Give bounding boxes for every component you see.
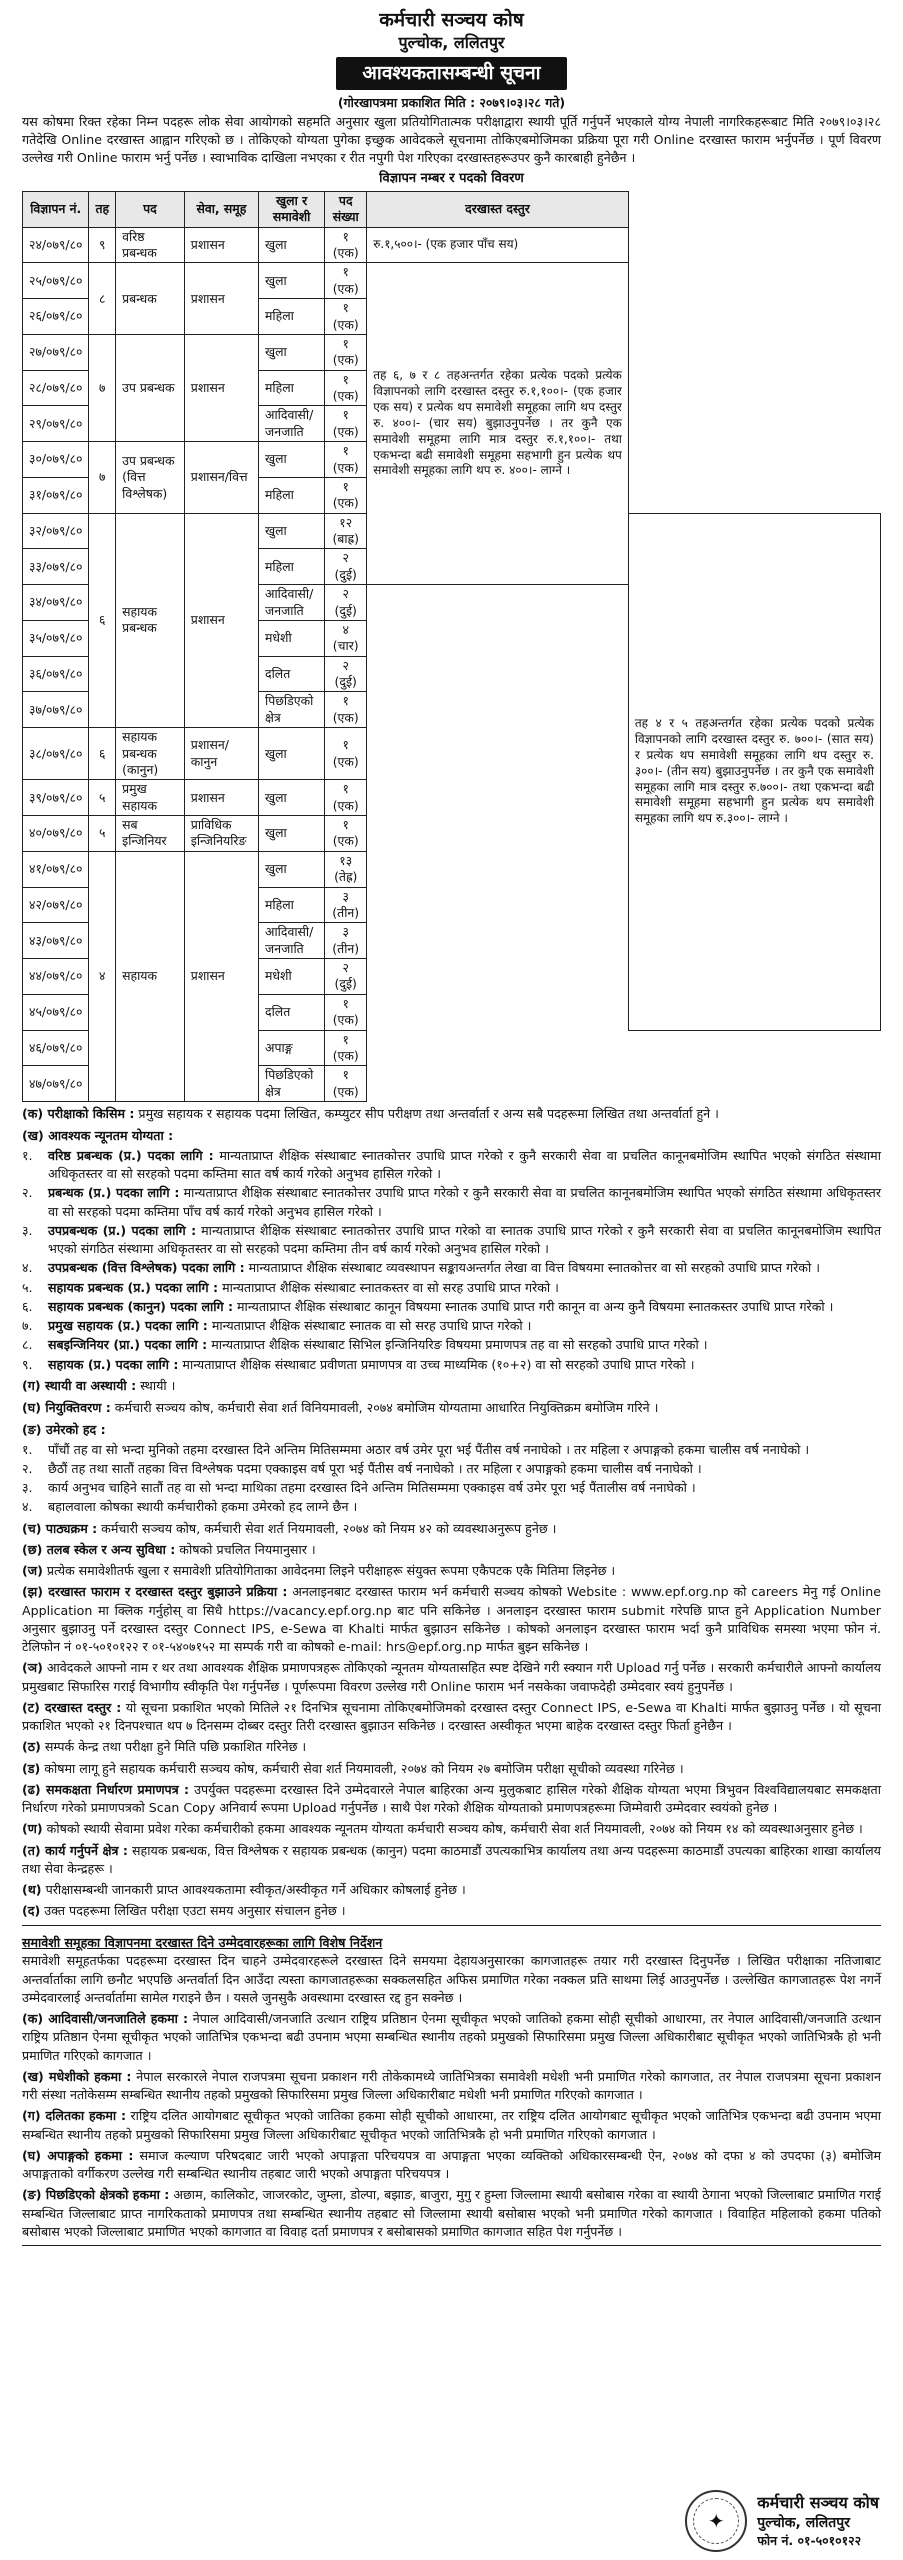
exam-type-label: (क) परीक्षाको किसिम :: [22, 1106, 135, 1122]
publication-date: (गोरखापत्रमा प्रकाशित मिति : २०७९।०३।२८ गते): [337, 94, 566, 110]
instruction-label: (ग) दलितका हकमा :: [22, 2108, 127, 2124]
signature-block: [685, 2490, 879, 2552]
instruction-item: [22, 2068, 881, 2105]
quota-cell: अपाङ्ग: [259, 1030, 325, 1066]
item-number: ८.: [22, 1337, 33, 1353]
notice-clause: [22, 1520, 881, 1538]
advertisement-number: ४७/०७९/८०: [23, 1066, 89, 1102]
post-cell: उप प्रबन्धक: [116, 334, 185, 441]
item-text: [48, 1184, 881, 1221]
post-count-cell: १ (एक): [325, 1030, 367, 1066]
clause-text: कोषको स्थायी सेवामा प्रवेश गरेका कर्मचारीको हकमा आवश्यक न्यूनतम योग्यता कर्मचारी सञ्चय कोष, कर्मचारी सेवा शर्त नियमावली, २०७४ को नियम १४ को व्यवस्थाअनुसार हुनेछ ।: [46, 1821, 863, 1837]
clause-label: (ड): [22, 1760, 41, 1776]
clause-text: प्रत्येक समावेशीतर्फ खुला र समावेशी प्रतियोगिताका आवेदनमा लिइने परीक्षाहरू संयुक्त रूपमा एकैपटक एकै मितिमा लिइनेछ ।: [46, 1563, 616, 1579]
service-cell: प्रशासन/वित्त: [184, 442, 258, 514]
post-count-cell: १ (एक): [325, 263, 367, 299]
instruction-text: समाज कल्याण परिषदबाट जारी भएको अपाङ्गता परिचयपत्र वा अपाङ्गता भएका व्यक्तिको अधिकारसम्बन्धी ऐन, २०७४ को दफा ४ को उपदफा (३) बमोजिम अपाङ्गताको वर्गीकरण उल्लेख गरी सम्बन्धित स्थानीय तहबाट जारी भएको अपाङ्गता परिचयपत्र ।: [22, 2147, 881, 2182]
item-text: [48, 1279, 881, 1297]
item-text: [48, 1259, 881, 1277]
level-cell: ५: [89, 816, 116, 852]
post-cell: प्रबन्धक: [116, 263, 185, 335]
clause-label: (ण): [22, 1821, 43, 1837]
organization-name: कर्मचारी सञ्चय कोष: [379, 9, 524, 31]
advertisement-number: २५/०७९/८०: [23, 263, 89, 299]
item-number: १.: [22, 1147, 33, 1163]
level-cell: ६: [89, 513, 116, 728]
appointment-text: कर्मचारी सञ्चय कोष, कर्मचारी सेवा शर्त विनियमावली, २०७४ बमोजिम योग्यतामा आधारित नियुक्तिक्रम बमोजिम गरिने ।: [114, 1399, 659, 1415]
instruction-label: (घ) अपाङ्गको हकमा :: [22, 2147, 134, 2163]
notice-clause: [22, 1842, 881, 1879]
qualification-label: (ख) आवश्यक न्यूनतम योग्यता :: [22, 1128, 174, 1143]
special-instruction-section: [22, 1925, 881, 2247]
item-body: मान्यताप्राप्त शैक्षिक संस्थाबाट स्नातकोत्तर उपाधि प्राप्त गरेको र कुनै सरकारी सेवा वा प्रचलित कानूनबमोजिम स्थापित भएको संगठित संस्थामा अधिकृतस्तर वा सो सरहको पदमा कम्तिमा सात वर्ष कार्य गरेको अनुभव हासिल गरेको ।: [48, 1147, 881, 1182]
level-cell: ९: [89, 227, 116, 263]
age-limit-label: (ङ) उमेरको हद :: [22, 1421, 106, 1437]
post-count-cell: १ (एक): [325, 334, 367, 370]
footer-phone: फोन नं. ०१-५०१०१२२: [757, 2532, 862, 2548]
table-header-row: [23, 191, 881, 227]
advertisement-number: ३५/०७९/८०: [23, 620, 89, 656]
organization-address: पुल्चोक, ललितपुर: [398, 32, 505, 52]
advertisement-number: ४२/०७९/८०: [23, 887, 89, 923]
post-count-cell: १ (एक): [325, 477, 367, 513]
advertisement-number: २७/०७९/८०: [23, 334, 89, 370]
item-text: [48, 1498, 881, 1516]
service-cell: प्रशासन: [184, 263, 258, 335]
service-cell: प्रशासन/कानुन: [184, 728, 258, 780]
clause-label: (ट) दरखास्त दस्तुर :: [22, 1699, 122, 1715]
item-body: मान्यताप्राप्त शैक्षिक संस्थाबाट स्नातकस्तर वा सो सरह उपाधि प्राप्त गरेको ।: [222, 1279, 559, 1295]
column-header: विज्ञापन नं.: [23, 191, 89, 227]
post-count-cell: १ (एक): [325, 406, 367, 442]
post-count-cell: ४ (चार): [325, 620, 367, 656]
notice-clause: [22, 1541, 881, 1559]
instruction-label: (क) आदिवासी/जनजातिले हकमा :: [22, 2011, 189, 2027]
quota-cell: खुला: [259, 728, 325, 780]
fee-cell: तह ४ र ५ तहअन्तर्गत रहेका प्रत्येक पदको प्रत्येक विज्ञापनको लागि दरखास्त दस्तुर रु. ७००।- (सात सय) र प्रत्येक थप समावेशी समूहका लागि थप दस्तुर रु. ३००।- (तीन सय) बुझाउनुपर्नेछ । तर कुनै एक समावेशी समूहका लागि मात्र दस्तुर रु.७००।- तथा एकभन्दा बढी समावेशी समूहमा सहभागी हुन प्रत्येक थप समावेशी समूहका लागि थप रु.३००।- लाग्ने ।: [628, 513, 880, 1030]
special-instruction-title: समावेशी समूहका विज्ञापनमा दरखास्त दिने उम्मेदवारहरूका लागि विशेष निर्देशन: [22, 1934, 383, 1950]
advertisement-number: ३२/०७९/८०: [23, 513, 89, 549]
quota-cell: पिछडिएको क्षेत्र: [259, 1066, 325, 1102]
permanency-text: स्थायी ।: [140, 1377, 176, 1393]
post-count-cell: १ (एक): [325, 442, 367, 478]
item-number: ३.: [22, 1480, 33, 1496]
item-number: २.: [22, 1460, 33, 1476]
quota-cell: मधेशी: [259, 620, 325, 656]
column-header: पद: [116, 191, 185, 227]
item-number: ९.: [22, 1356, 33, 1372]
advertisement-number: ३९/०७९/८०: [23, 780, 89, 816]
clause-text: सम्पर्क केन्द्र तथा परीक्षा हुने मिति पछि प्रकाशित गरिनेछ ।: [44, 1739, 307, 1755]
exam-type-section: [22, 1105, 881, 1124]
list-item: [22, 1336, 881, 1354]
item-text: [48, 1460, 881, 1478]
list-item: [22, 1479, 881, 1497]
item-body: मान्यताप्राप्त शैक्षिक संस्थाबाट व्यवस्थापन सङ्कायअन्तर्गत लेखा वा वित्त विषयमा स्नातकोत्तर वा सो सरहको उपाधि प्राप्त गरेको ।: [248, 1260, 821, 1276]
quota-cell: खुला: [259, 851, 325, 887]
appointment-label: (घ) नियुक्तिवरण :: [22, 1399, 111, 1415]
quota-cell: आदिवासी/जनजाति: [259, 406, 325, 442]
clause-text: उपर्युक्त पदहरूमा दरखास्त दिने उम्मेदवारले नेपाल बाहिरका अन्य मुलुकबाट हासिल गरेको शैक्षिक योग्यता भएमा त्रिभुवन विश्वविद्यालयबाट समकक्षता निर्धारण गरेको प्रमाणपत्रको Scan Copy अनिवार्य रूपमा Upload गर्नुपर्नेछ । साथै पेश गरेको शैक्षिक योग्यताको प्रमाणपत्रहरूमा जिम्मेवारी उम्मेदवार स्वयंको हुनेछ ।: [22, 1781, 881, 1816]
advertisement-number: ३४/०७९/८०: [23, 585, 89, 621]
item-text: [48, 1317, 881, 1335]
list-item: [22, 1498, 881, 1516]
item-number: ४.: [22, 1260, 33, 1276]
post-cell: सब इन्जिनियर: [116, 816, 185, 852]
clause-label: (झ) दरखास्त फाराम र दरखास्त दस्तुर बुझाउने प्रक्रिया :: [22, 1584, 288, 1600]
permanency-section: [22, 1377, 881, 1396]
item-body: मान्यताप्राप्त शैक्षिक संस्थाबाट स्नातकोत्तर उपाधि प्राप्त गरेको वा स्नातक उपाधि प्राप्त गरेको र कुनै सरकारी सेवा वा प्रचलित कानूनबमोजिम स्थापित भएको संगठित संस्थामा अधिकृतस्तर वा सो सरहको पदमा कम्तिमा तीन वर्ष कार्य गरेको अनुभव हासिल गरेको ।: [48, 1222, 881, 1257]
service-cell: प्रशासन: [184, 851, 258, 1101]
post-cell: वरिष्ठ प्रबन्धक: [116, 227, 185, 263]
item-heading: वरिष्ठ प्रबन्धक (प्र.) पदका लागि :: [48, 1147, 214, 1163]
item-number: ६.: [22, 1298, 33, 1314]
quota-cell: महिला: [259, 477, 325, 513]
quota-cell: खुला: [259, 334, 325, 370]
post-count-cell: १ (एक): [325, 692, 367, 728]
notice-clause: [22, 1699, 881, 1736]
quota-cell: खुला: [259, 227, 325, 263]
item-heading: प्रमुख सहायक (प्र.) पदका लागि :: [48, 1318, 208, 1334]
item-number: ५.: [22, 1279, 33, 1295]
appointment-section: [22, 1399, 881, 1418]
list-item: [22, 1441, 881, 1459]
post-count-cell: १ (एक): [325, 816, 367, 852]
service-cell: प्रशासन: [184, 513, 258, 728]
post-count-cell: १३ (तेह्र): [325, 851, 367, 887]
notice-header: [22, 8, 881, 113]
list-item: [22, 1298, 881, 1316]
post-cell: प्रमुख सहायक: [116, 780, 185, 816]
footer-org: कर्मचारी सञ्चय कोष: [757, 2493, 879, 2513]
clause-label: (थ): [22, 1882, 42, 1898]
notice-clause: [22, 1760, 881, 1778]
special-instruction-intro: समावेशी समूहतर्फका पदहरूमा दरखास्त दिन चाहने उम्मेदवारहरूले दरखास्त दिने समयमा देहायअनुसारका कागजातहरू तयार गरी दरखास्त दिनुपर्नेछ । लिखित परीक्षाका नतिजाबाट अन्तर्वार्ताका लागि छनौट भएपछि अन्तर्वार्ता दिन आउँदा त्यस्ता कागजातहरूका सक्कलसहित अफिस प्रमाणित गरेका नक्कल प्रति साथमा लिई आउनुपर्नेछ । उल्लेखित कागजातहरू पेश नगर्ने उम्मेदवारलाई अन्तर्वार्तामा सामेल गराइने छैन । यसले जुनसुकै अवस्थामा दरखास्त रद्द हुन सक्नेछ ।: [22, 1953, 882, 2005]
notice-clause: [22, 1562, 881, 1580]
clause-text: परीक्षासम्बन्धी जानकारी प्राप्त आवश्यकतामा स्वीकृत/अस्वीकृत गर्ने अधिकार कोषलाई हुनेछ ।: [45, 1882, 466, 1898]
list-item: [22, 1356, 881, 1374]
column-header: पद संख्या: [325, 191, 367, 227]
post-count-cell: ३ (तीन): [325, 923, 367, 959]
service-cell: प्रशासन: [184, 780, 258, 816]
clause-text: यो सूचना प्रकाशित भएको मितिले २१ दिनभित्र सूचनामा तोकिएबमोजिमको दरखास्त दस्तुर Connect IPS, e-Sewa वा Khalti मार्फत बुझाउनु पर्नेछ । यो सूचना प्रकाशित भएको २१ दिनपश्चात थप ७ दिनसम्म दोब्बर दस्तुर तिरी दरखास्त बुझाउन सकिनेछ । दरखास्त अस्वीकृत भएमा बाहेक दरखास्त दस्तुर फिर्ता हुनेछैन ।: [22, 1699, 881, 1734]
advertisement-number: ४५/०७९/८०: [23, 994, 89, 1030]
table-title: विज्ञापन नम्बर र पदको विवरण: [379, 171, 524, 187]
notice-title: आवश्यकतासम्बन्धी सूचना: [336, 57, 566, 90]
advertisement-number: ३८/०७९/८०: [23, 728, 89, 780]
post-count-cell: १ (एक): [325, 299, 367, 335]
quota-cell: पिछडिएको क्षेत्र: [259, 692, 325, 728]
item-number: ४.: [22, 1499, 33, 1515]
item-text: [48, 1356, 881, 1374]
notice-clause: [22, 1902, 881, 1920]
advertisement-number: ४०/०७९/८०: [23, 816, 89, 852]
level-cell: ८: [89, 263, 116, 335]
instruction-label: (ख) मधेशीको हकमा :: [22, 2068, 132, 2084]
post-count-cell: १ (एक): [325, 227, 367, 263]
post-count-cell: ३ (तीन): [325, 887, 367, 923]
item-text: [48, 1298, 881, 1316]
advertisement-number: ३३/०७९/८०: [23, 549, 89, 585]
instruction-item: [22, 2186, 881, 2241]
notice-clause: [22, 1820, 881, 1838]
instruction-text: नेपाल आदिवासी/जनजाति उत्थान राष्ट्रिय प्रतिष्ठान ऐनमा सूचीकृत भएको जातिको हकमा सोही सूचीको आधारमा, तर नेपाल आदिवासी/जनजाति उत्थान राष्ट्रिय प्रतिष्ठान ऐनमा सूचीकृत भएको जातिभित्र एकभन्दा बढी उपनाम भएमा सम्बन्धित स्थानीय तहको प्रमुखको सिफारिसमा प्रमुख जिल्ला अधिकारीबाट सूचीकृत भएको जातिभित्रकै हो भनी प्रमाणित गरिएको कागजात ।: [22, 2011, 881, 2063]
quota-cell: महिला: [259, 299, 325, 335]
list-item: [22, 1184, 881, 1221]
item-heading: उपप्रबन्धक (प्र.) पदका लागि :: [48, 1222, 197, 1238]
list-item: [22, 1147, 881, 1184]
item-text: [48, 1147, 881, 1184]
post-count-cell: २ (दुई): [325, 549, 367, 585]
quota-cell: दलित: [259, 994, 325, 1030]
item-heading: सबइन्जिनियर (प्रा.) पदका लागि :: [48, 1337, 208, 1353]
item-text: [48, 1336, 881, 1354]
advertisement-number: २४/०७९/८०: [23, 227, 89, 263]
quota-cell: दलित: [259, 656, 325, 692]
advertisement-number: ३०/०७९/८०: [23, 442, 89, 478]
quota-cell: मधेशी: [259, 959, 325, 995]
service-cell: प्रशासन: [184, 227, 258, 263]
clause-label: (ठ): [22, 1739, 41, 1755]
advertisement-number: ३१/०७९/८०: [23, 477, 89, 513]
post-count-cell: १ (एक): [325, 1066, 367, 1102]
item-heading: सहायक प्रबन्धक (प्र.) पदका लागि :: [48, 1279, 219, 1295]
quota-cell: महिला: [259, 370, 325, 406]
advertisement-number: २६/०७९/८०: [23, 299, 89, 335]
advertisement-number: ४४/०७९/८०: [23, 959, 89, 995]
quota-cell: खुला: [259, 780, 325, 816]
office-seal-icon: ✦: [685, 2490, 747, 2552]
advertisement-number: ४३/०७९/८०: [23, 923, 89, 959]
advertisement-number: ३६/०७९/८०: [23, 656, 89, 692]
instruction-text: अछाम, कालिकोट, जाजरकोट, जुम्ला, डोल्पा, बझाङ, बाजुरा, मुगु र हुम्ला जिल्लामा स्थायी बसोबास गरेका वा स्थायी ठेगाना भएको जिल्लाबाट प्रमाणित गराई सम्बन्धित जिल्लाबाट प्राप्त नागरिकताको प्रमाणपत्र तथा सम्बन्धित स्थानीय तहबाट सो जिल्लामा स्थायी बसोबास भएको भनी प्रमाणित गरेको कागजात । विवाहित महिलाको हकमा पतिको बसोबास भएको जिल्लाबाट प्रमाणित भएको कागजात वा विवाह दर्ता प्रमाणपत्र र बसोबासको प्रमाणित कागजात सहित पेश गर्नुपर्नेछ ।: [22, 2187, 881, 2239]
level-cell: ४: [89, 851, 116, 1101]
intro-paragraph: यस कोषमा रिक्त रहेका निम्न पदहरू लोक सेवा आयोगको सहमति अनुसार खुला प्रतियोगितात्मक परीक्षाद्वारा स्थायी पूर्ति गर्नुपर्ने भएकाले योग्य नेपाली नागरिकहरूबाट मिति २०७९।०३।२८ गतेदेखि Online दरखास्त आह्वान गरिएको छ । तोकिएको योग्यता पुगेका इच्छुक आवेदकले सूचनामा तोकिएबमोजिमका प्रक्रिया पूरा गरी Online दरखास्त फाराम भर्नुपर्नेछ । पूर्ण विवरण उल्लेख गरी Online फाराम भर्नु पर्नेछ । स्वाभाविक दाखिला नभएका र रीत नपुगी पेश गरिएका दरखास्तहरूउपर कुनै कारबाही हुनेछैन ।: [22, 113, 881, 166]
notice-clause: [22, 1659, 881, 1696]
age-limit-section: [22, 1421, 881, 1517]
item-heading: उपप्रबन्धक (वित्त विश्लेषक) पदका लागि :: [48, 1260, 245, 1276]
clause-text: उक्त पदहरूमा लिखित परीक्षा एउटा समय अनुसार संचालन हुनेछ ।: [44, 1903, 346, 1919]
clause-text: आवेदकले आफ्नो नाम र थर तथा आवश्यक शैक्षिक प्रमाणपत्रहरू तोकिएको न्यूनतम योग्यतासहित स्पष्ट देखिने गरी स्क्यान गरी Upload गर्नु पर्नेछ । सरकारी कर्मचारीले आफ्नो कार्यालय प्रमुखबाट सिफारिस गराई विभागीय स्वीकृति पेश गर्नुपर्नेछ । पूर्णरूपमा विवरण उल्लेख गरी Online फाराम भर्न नसकेका जवाफदेही उम्मेदवार स्वयं हुनुपर्नेछ ।: [22, 1660, 881, 1694]
item-body: बहालवाला कोषका स्थायी कर्मचारीको हकमा उमेरको हद लाग्ने छैन ।: [48, 1499, 358, 1515]
item-body: मान्यताप्राप्त शैक्षिक संस्थाबाट कानून विषयमा स्नातक उपाधि प्राप्त गरी कानून वा अन्य कुनै विषयमा स्नातकस्तर उपाधि प्राप्त गरेको ।: [237, 1298, 834, 1314]
notice-clauses: [22, 1520, 881, 1921]
post-count-cell: १ (एक): [325, 370, 367, 406]
post-cell: सहायक: [116, 851, 185, 1101]
column-header: खुला र समावेशी: [259, 191, 325, 227]
post-count-cell: १ (एक): [325, 994, 367, 1030]
quota-cell: खुला: [259, 263, 325, 299]
instruction-item: [22, 2107, 881, 2144]
notice-clause: [22, 1881, 881, 1899]
advertisement-number: ३७/०७९/८०: [23, 692, 89, 728]
post-cell: सहायक प्रबन्धक: [116, 513, 185, 728]
footer-address: पुल्चोक, ललितपुर: [757, 2514, 850, 2531]
notice-clause: [22, 1738, 881, 1756]
item-heading: सहायक (प्र.) पदका लागि :: [48, 1356, 179, 1372]
advertisement-number: ४६/०७९/८०: [23, 1030, 89, 1066]
item-body: कार्य अनुभव चाहिने सातौं तह वा सो भन्दा माथिका तहमा दरखास्त दिने अन्तिम मितिसम्ममा एक्काइस वर्ष उमेर पूरा भई पैंतालीस वर्ष ननाघेको ।: [48, 1480, 696, 1496]
instruction-text: नेपाल सरकारले नेपाल राजपत्रमा सूचना प्रकाशन गरी तोकेकामध्ये जातिभित्रका समावेशी मधेशी भनी प्रमाणित गरेको कागजात, तर नेपाल राजपत्रमा सूचना प्रकाशन गरी संस्था नतोकेसम्म सम्बन्धित स्थानीय तहको प्रमुखको सिफारिसमा प्रमुख जिल्ला अधिकारीबाट मधेशी भनी प्रमाणित गरिएको कागजात ।: [22, 2068, 881, 2103]
clause-label: (छ) तलब स्केल र अन्य सुविधा :: [22, 1541, 176, 1557]
clause-text: अनलाइनबाट दरखास्त फाराम भर्न कर्मचारी सञ्चय कोषको Website : www.epf.org.np को careers मेनु गई Online Application मा क्लिक गर्नुहोस् वा सिधै https://vacancy.epf.org.np बाट पनि सकिनेछ । अनलाइन दरखास्त फाराम submit गरेपछि प्राप्त हुने Application Number अनुसार बुझाउनु पर्ने दरखास्त दस्तुर Connect IPS, e-Sewa वा Khalti मार्फत बुझाउन सकिनेछ । कोषको अनलाइन दरखास्त फाराम भर्दा कुनै प्राविधिक समस्या भएमा फोन नं. टेलिफोन नं ०१-५०१०१२२ र ०१-५४०७१५२ मा सम्पर्क गरी वा कोषको e-mail: hrs@epf.org.np मार्फत बुझ्न सकिनेछ ।: [22, 1584, 881, 1655]
clause-text: सहायक प्रबन्धक, वित्त विश्लेषक र सहायक प्रबन्धक (कानुन) पदमा काठमाडौं उपत्यकाभित्र कार्यालय तथा अन्य पदहरूमा काठमाडौं उपत्यका बाहिरका शाखा कार्यालय तथा सेवा केन्द्रहरू ।: [22, 1842, 881, 1876]
table-row: [23, 227, 881, 263]
level-cell: ७: [89, 334, 116, 441]
quota-cell: खुला: [259, 442, 325, 478]
item-number: ७.: [22, 1318, 33, 1334]
post-count-cell: २ (दुई): [325, 959, 367, 995]
quota-cell: आदिवासी/जनजाति: [259, 923, 325, 959]
post-count-cell: १ (एक): [325, 780, 367, 816]
item-number: १.: [22, 1441, 33, 1457]
clause-label: (ज): [22, 1563, 43, 1579]
item-body: मान्यताप्राप्त शैक्षिक संस्थाबाट सिभिल इन्जिनियरिङ विषयमा प्रमाणपत्र तह वा सो सरहको उपाधि प्राप्त गरेको ।: [211, 1337, 708, 1353]
clause-label: (च) पाठ्यक्रम :: [22, 1520, 98, 1536]
instruction-label: (ङ) पिछडिएको क्षेत्रको हकमा :: [22, 2187, 170, 2203]
clause-text: कर्मचारी सञ्चय कोष, कर्मचारी सेवा शर्त नियमावली, २०७४ को नियम ४२ को व्यवस्थाअनुरूप हुनेछ ।: [101, 1520, 557, 1536]
clause-label: (त) कार्य गर्नुपर्ने क्षेत्र :: [22, 1842, 128, 1858]
level-cell: ५: [89, 780, 116, 816]
clause-label: (ञ): [22, 1660, 43, 1676]
post-cell: उप प्रबन्धक (वित्त विश्लेषक): [116, 442, 185, 514]
item-heading: प्रबन्धक (प्र.) पदका लागि :: [48, 1185, 180, 1201]
item-body: छैठौं तह तथा सातौं तहका वित्त विश्लेषक पदमा एक्काइस वर्ष पूरा भई पैंतीस वर्ष ननाघेको । तर महिला र अपाङ्गको हकमा चालीस वर्ष ननाघेको ।: [48, 1460, 702, 1476]
notice-clause: [22, 1583, 881, 1656]
quota-cell: खुला: [259, 513, 325, 549]
post-count-cell: २ (दुई): [325, 656, 367, 692]
item-text: [48, 1222, 881, 1259]
quota-cell: महिला: [259, 887, 325, 923]
fee-cell: तह ६, ७ र ८ तहअन्तर्गत रहेका प्रत्येक पदको प्रत्येक विज्ञापनको लागि दरखास्त दस्तुर रु.१,१००।- (एक हजार एक सय) र प्रत्येक थप समावेशी समूहका लागि थप दस्तुर रु. ४००।- (चार सय) बुझाउनुपर्नेछ । तर कुनै एक समावेशी समूहमा लागि मात्र दस्तुर रु.१,१००।- तथा एकभन्दा बढी समावेशी समूहमा सहभागी हुन प्रत्येक थप समावेशी समूहका लागि थप रु. ४००।- लाग्ने ।: [367, 263, 629, 585]
quota-cell: खुला: [259, 816, 325, 852]
list-item: [22, 1222, 881, 1259]
item-body: मान्यताप्राप्त शैक्षिक संस्थाबाट स्नातक वा सो सरह उपाधि प्राप्त गरेको ।: [211, 1318, 532, 1334]
list-item: [22, 1279, 881, 1297]
clause-label: (ढ) समकक्षता निर्धारण प्रमाणपत्र :: [22, 1781, 190, 1797]
fee-cell: रु.१,५००।- (एक हजार पाँच सय): [367, 227, 629, 263]
advertisement-number: ४१/०७९/८०: [23, 851, 89, 887]
notice-clause: [22, 1781, 881, 1818]
clause-label: (द): [22, 1903, 41, 1919]
list-item: [22, 1460, 881, 1478]
post-count-cell: २ (दुई): [325, 585, 367, 621]
advertisement-number: २९/०७९/८०: [23, 406, 89, 442]
post-count-cell: १ (एक): [325, 728, 367, 780]
item-text: [48, 1479, 881, 1497]
clause-text: कोषमा लागू हुने सहायक कर्मचारी सञ्चय कोष, कर्मचारी सेवा शर्त नियमावली, २०७४ को नियम २७ बमोजिम परीक्षा सूचीको व्यवस्था गरिनेछ ।: [44, 1760, 684, 1776]
qualification-section: [22, 1127, 881, 1374]
exam-type-text: प्रमुख सहायक र सहायक पदमा लिखित, कम्प्युटर सीप परीक्षण तथा अन्तर्वार्ता र अन्य सबै पदहरूमा लिखित तथा अन्तर्वार्ता हुने ।: [138, 1106, 719, 1122]
table-row: [23, 263, 881, 299]
instruction-item: [22, 2010, 881, 2065]
quota-cell: आदिवासी/जनजाति: [259, 585, 325, 621]
clause-text: कोषको प्रचलित नियमानुसार ।: [179, 1541, 316, 1557]
item-body: मान्यताप्राप्त शैक्षिक संस्थाबाट स्नातकोत्तर उपाधि प्राप्त गरेको र कुनै सरकारी सेवा वा प्रचलित कानूनबमोजिम स्थापित भएको संगठित संस्थामा अधिकृतस्तर वा सो सरहको पदमा कम्तिमा पाँच वर्ष कार्य गरेको अनुभव हासिल गरेको ।: [48, 1185, 881, 1219]
column-header: सेवा, समूह: [184, 191, 258, 227]
post-count-cell: १२ (बाह्र): [325, 513, 367, 549]
column-header: तह: [89, 191, 116, 227]
service-cell: प्राविधिक इन्जिनियरिङ: [184, 816, 258, 852]
service-cell: प्रशासन: [184, 334, 258, 441]
item-body: मान्यताप्राप्त शैक्षिक संस्थाबाट प्रवीणता प्रमाणपत्र वा उच्च माध्यमिक (१०+२) वा सो सरहको उपाधि प्राप्त गरेको ।: [182, 1356, 695, 1372]
item-body: पाँचौं तह वा सो भन्दा मुनिको तहमा दरखास्त दिने अन्तिम मितिसम्ममा अठार वर्ष उमेर पूरा भई पैंतीस वर्ष ननाघेको । तर महिला र अपाङ्गको हकमा चालीस वर्ष ननाघेको ।: [48, 1441, 810, 1457]
list-item: [22, 1317, 881, 1335]
quota-cell: महिला: [259, 549, 325, 585]
instruction-text: राष्ट्रिय दलित आयोगबाट सूचीकृत भएको जातिका हकमा सोही सूचीको आधारमा, तर राष्ट्रिय दलित आयोगबाट सूचीकृत भएको जातिभित्र एकभन्दा बढी उपनाम भएमा सम्बन्धित स्थानीय तहको प्रमुखको सिफारिसमा प्रमुख जिल्ला अधिकारीबाट सूचीकृत भएको जातिभित्रकै हो भनी प्रमाणित गरिएको कागजात ।: [22, 2108, 881, 2142]
list-item: [22, 1259, 881, 1277]
item-number: ३.: [22, 1222, 33, 1238]
level-cell: ७: [89, 442, 116, 514]
permanency-label: (ग) स्थायी वा अस्थायी :: [22, 1377, 137, 1393]
column-header: दरखास्त दस्तुर: [367, 191, 629, 227]
level-cell: ६: [89, 728, 116, 780]
instruction-item: [22, 2147, 881, 2184]
post-cell: सहायक प्रबन्धक (कानुन): [116, 728, 185, 780]
item-number: २.: [22, 1185, 33, 1201]
vacancy-table: [22, 191, 881, 1102]
advertisement-number: २८/०७९/८०: [23, 370, 89, 406]
item-text: [48, 1441, 881, 1459]
item-heading: सहायक प्रबन्धक (कानुन) पदका लागि :: [48, 1298, 234, 1314]
